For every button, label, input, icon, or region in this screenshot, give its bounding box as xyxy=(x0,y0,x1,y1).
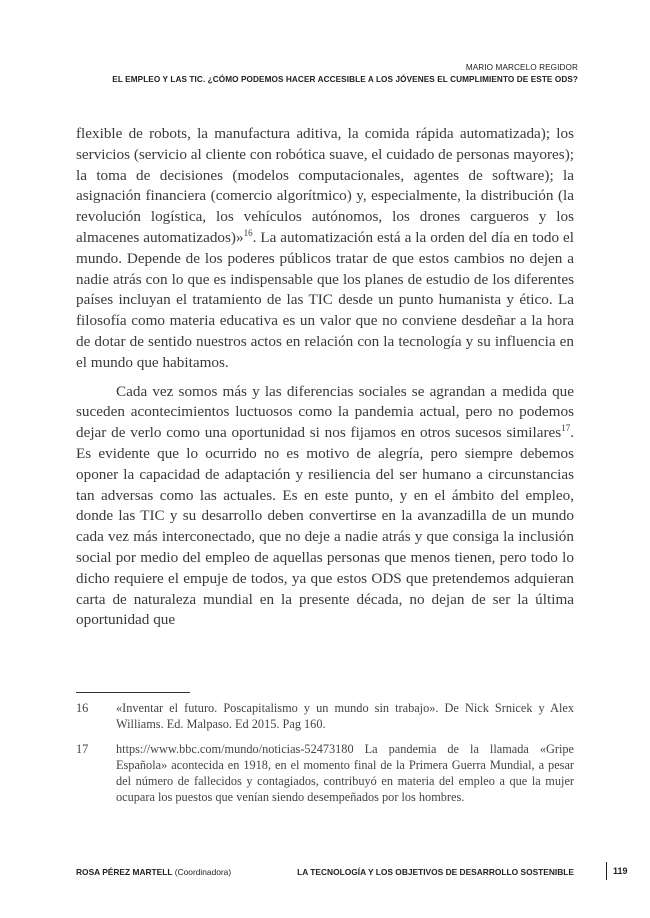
footer-editor xyxy=(76,867,231,877)
paragraph-1 xyxy=(76,124,574,374)
paragraph-2 xyxy=(76,382,574,632)
footnote-ref-16[interactable]: 16 xyxy=(243,227,253,238)
paragraph-1-part-b: . La automatización está a la orden del día en todo el mundo. Depende de los poderes públicos tratar de que estos cambios no dejen a nadie atrás con lo que es indispensable que los planes de estudio de los diferentes países incluyan el tratamiento de las TIC desde un punto humanista y ético. La filosofía como materia educativa es un valor que no conviene desdeñar a la hora de dotar de sentido nuestros actos en relación con la tecnología y su influencia en el mundo que habitamos. xyxy=(76,228,574,371)
header-author: MARIO MARCELO REGIDOR xyxy=(465,63,578,72)
paragraph-2-part-b: . Es evidente que lo ocurrido no es motivo de alegría, pero siempre debemos oponer la capacidad de adaptación y resiliencia del ser humano a circunstancias tan adversas como las actuales. Es en este punto, y en el ámbito del empleo, donde las TIC y su desarrollo deben convertirse en la avanzadilla de un mundo cada vez más interconectado, que no deje a nadie atrás y que consiga la inclusión social por medio del empleo de aquellas personas que menos tienen, pero todo lo dicho requiere el empuje de todos, ya que estos ODS que pretendemos adquieran carta de naturaleza mundial en la presente década, no dejan de ser la última oportunidad que xyxy=(76,424,574,629)
footer-editor-name: ROSA PÉREZ MARTELL xyxy=(76,867,173,877)
header-chapter-title: EL EMPLEO Y LAS TIC. ¿CÓMO PODEMOS HACER ACCESIBLE A LOS JÓVENES EL CUMPLIMIENTO DE ESTE ODS? xyxy=(112,75,578,84)
footer-book-title: LA TECNOLOGÍA Y LOS OBJETIVOS DE DESARROLLO SOSTENIBLE xyxy=(297,867,574,877)
paragraph-2-part-a: Cada vez somos más y las diferencias sociales se agrandan a medida que suceden acontecimientos luctuosos como la pandemia actual, pero no podemos dejar de verlo como una oportunidad si nos fijamos en otros sucesos similares xyxy=(76,382,574,442)
running-footer xyxy=(76,864,574,880)
footnotes xyxy=(76,700,574,814)
page-number: 119 xyxy=(606,862,628,880)
footnote-separator xyxy=(76,692,190,693)
footnote-number: 16 xyxy=(76,701,89,715)
main-text xyxy=(76,124,574,631)
paragraph-1-part-a: flexible de robots, la manufactura aditiva, la comida rápida automatizada); los servicios (servicio al cliente con robótica suave, el cuidado de personas mayores); la toma de decisiones (modelos computacionales, agentes de software); la asignación financiera (comercio algorítmico) y, especialmente, la distribución (la revolución logística, los vehículos autónomos, los drones cargueros y los almacenes automatizados)» xyxy=(76,125,574,246)
footnote-text: «Inventar el futuro. Poscapitalismo y un mundo sin trabajo». De Nick Srnicek y Alex Williams. Ed. Malpaso. Ed 2015. Pag 160. xyxy=(116,701,574,731)
footnote-number: 17 xyxy=(76,742,89,756)
footnote-17 xyxy=(76,741,574,805)
footnote-ref-17[interactable]: 17 xyxy=(561,423,571,434)
footer-editor-role: (Coordinadora) xyxy=(174,867,232,877)
footnote-16 xyxy=(76,700,574,732)
running-header xyxy=(112,62,578,86)
footnote-text: https://www.bbc.com/mundo/noticias-52473180 La pandemia de la llamada «Gripe Española» acontecida en 1918, en el momento final de la Primera Guerra Mundial, a pesar del número de fallecidos y contagiados, contribuyó en materia del empleo a que la mujer ocupara los puestos que venían siendo desempeñados por los hombres. xyxy=(116,742,574,804)
